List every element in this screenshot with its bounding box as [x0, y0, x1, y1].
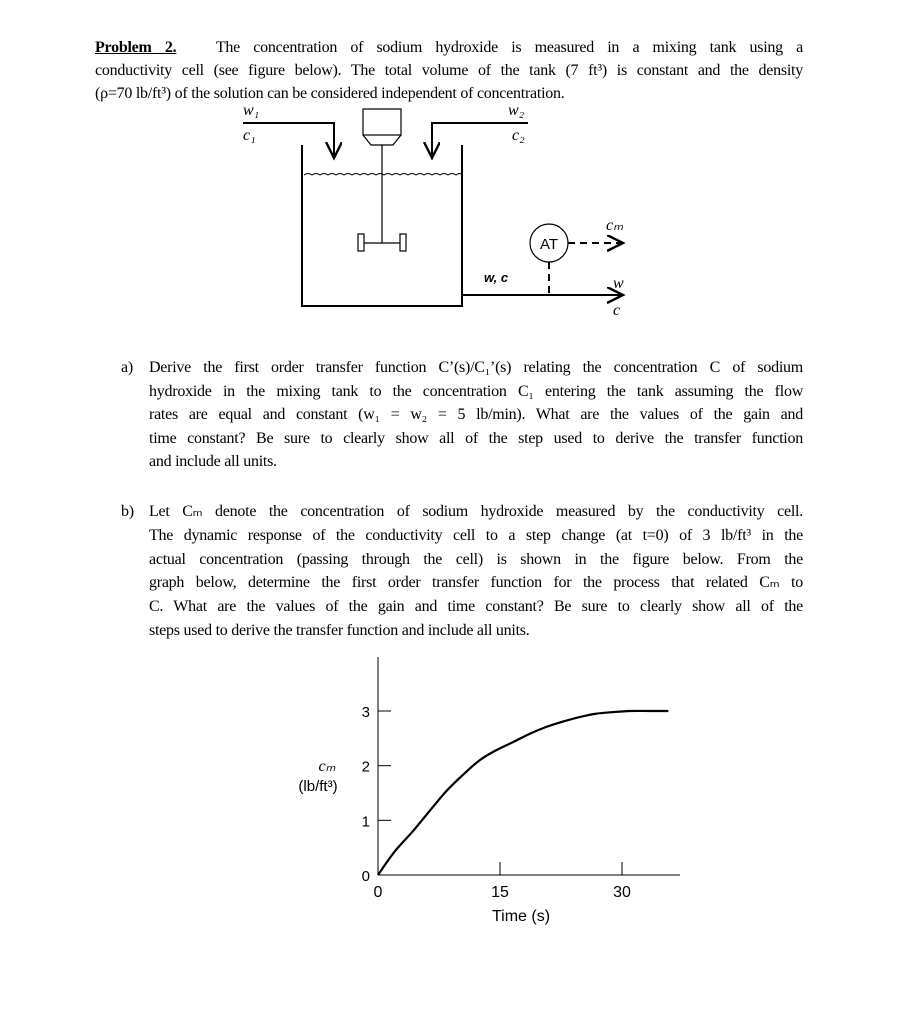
- part-b-line: steps used to derive the transfer function and include all units.: [149, 621, 530, 639]
- y-tick-label: 1: [361, 813, 370, 831]
- part-a: [121, 356, 803, 474]
- y-tick-label: 0: [361, 868, 370, 885]
- inlet-1-pipe: [243, 123, 334, 158]
- part-b-line: actual concentration (passing through the cell) is shown in the figure below. From the: [149, 550, 803, 568]
- part-b-line: graph below, determine the first order transfer function for the process that related Cₘ to: [149, 574, 803, 592]
- response-curve: [378, 711, 668, 875]
- problem-line: (ρ=70 lb/ft³) of the solution can be considered independent of concentration.: [95, 85, 565, 102]
- y-tick-label: 3: [361, 704, 370, 721]
- y-axis-label-symbol: cₘ: [318, 758, 336, 775]
- analyzer-label: AT: [539, 236, 559, 253]
- part-b-line: C. What are the values of the gain and time constant? Be sure to clearly show all of the: [149, 598, 803, 616]
- part-a-line: Derive the first order transfer function C’(s)/C₁’(s) relating the concentration C of sodium: [149, 359, 803, 376]
- w1-label: w₁: [243, 102, 260, 119]
- part-a-line: and include all units.: [149, 453, 277, 470]
- c2-label: c₂: [512, 127, 525, 144]
- part-b: [121, 500, 803, 643]
- y-axis-label-units: (lb/ft³): [298, 778, 338, 795]
- problem-heading: Problem 2.: [95, 39, 177, 56]
- impeller-blade: [358, 234, 364, 251]
- problem-line: The concentration of sodium hydroxide is measured in a mixing tank using a: [215, 39, 803, 56]
- part-b-line: The dynamic response of the conductivity cell to a step change (at t=0) of 3 lb/ft³ in the: [149, 526, 803, 544]
- part-b-label: b): [121, 503, 134, 520]
- part-a-label: a): [121, 359, 133, 376]
- mixer-motor: [363, 109, 401, 135]
- outlet-label: w, c: [484, 270, 509, 285]
- part-a-line: time constant? Be sure to clearly show all of the step used to derive the transfer function: [149, 429, 803, 447]
- mixing-tank-diagram: [0, 0, 906, 330]
- x-tick-label: 0: [373, 884, 383, 901]
- c1-label: c₁: [243, 127, 256, 144]
- part-b-line: Let Cₘ denote the concentration of sodium hydroxide measured by the conductivity cell.: [149, 503, 803, 520]
- part-a-line: hydroxide in the mixing tank to the concentration C₁ entering the tank assuming the flow: [149, 382, 803, 400]
- x-tick-label: 15: [491, 884, 509, 901]
- w-out-label: w: [613, 275, 624, 292]
- c-out-label: c: [613, 302, 621, 319]
- w2-label: w₂: [508, 102, 525, 119]
- x-tick-label: 30: [613, 884, 631, 901]
- impeller-blade: [400, 234, 406, 251]
- y-tick-label: 2: [361, 758, 370, 776]
- part-a-line: rates are equal and constant (w₁ = w₂ = 5 lb/min). What are the values of the gain and: [149, 406, 803, 423]
- problem-line: conductivity cell (see figure below). The total volume of the tank (7 ft³) is constant and the density: [95, 62, 803, 79]
- x-axis-label: Time (s): [491, 908, 551, 925]
- water-surface: [304, 174, 462, 176]
- cm-label: cₘ: [606, 217, 624, 234]
